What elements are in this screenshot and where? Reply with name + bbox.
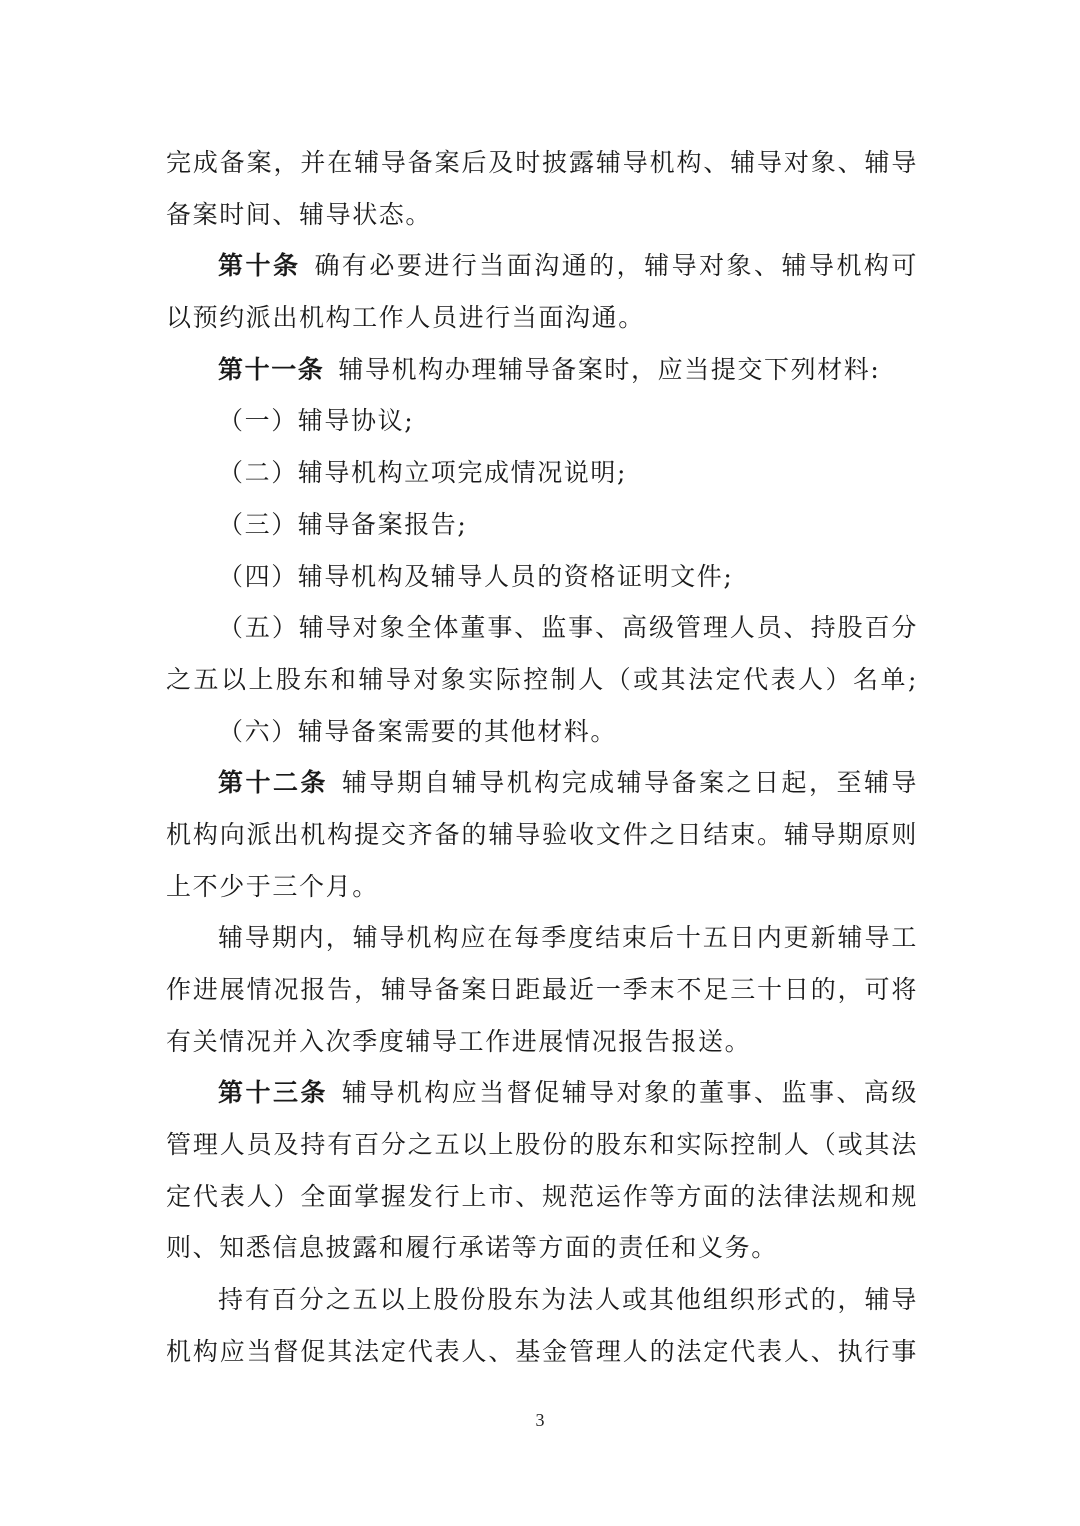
article-10-text: 确有必要进行当面沟通的，辅导对象、辅导机构可 bbox=[314, 251, 918, 281]
article-10-label: 第十条 bbox=[218, 251, 301, 281]
article-11-line bbox=[166, 344, 918, 396]
text-line: 机构应当督促其法定代表人、基金管理人的法定代表人、执行事 bbox=[166, 1336, 918, 1366]
text-line: 则、知悉信息披露和履行承诺等方面的责任和义务。 bbox=[166, 1233, 778, 1263]
text-line: 管理人员及持有百分之五以上股份的股东和实际控制人（或其法 bbox=[166, 1130, 918, 1160]
text-line: 作进展情况报告，辅导备案日距最近一季末不足三十日的，可将 bbox=[166, 975, 918, 1004]
text-line: 以预约派出机构工作人员进行当面沟通。 bbox=[166, 303, 645, 333]
text-line: 有关情况并入次季度辅导工作进展情况报告报送。 bbox=[166, 1026, 752, 1056]
article-13-text: 辅导机构应当督促辅导对象的董事、监事、高级 bbox=[341, 1078, 918, 1108]
text-line: 机构向派出机构提交齐备的辅导验收文件之日结束。辅导期原则 bbox=[166, 819, 918, 849]
article-11-text: 辅导机构办理辅导备案时，应当提交下列材料: bbox=[338, 354, 881, 384]
text-line: 完成备案，并在辅导备案后及时披露辅导机构、辅导对象、辅导 bbox=[166, 148, 918, 177]
text-line: 定代表人）全面掌握发行上市、规范运作等方面的法律法规和规 bbox=[166, 1181, 918, 1211]
article-11-label: 第十一条 bbox=[218, 354, 325, 384]
list-item-continuation: 之五以上股东和辅导对象实际控制人（或其法定代表人）名单; bbox=[166, 664, 918, 694]
list-item: （三）辅导备案报告; bbox=[218, 509, 468, 539]
list-item: （二）辅导机构立项完成情况说明; bbox=[218, 458, 628, 488]
text-line: 备案时间、辅导状态。 bbox=[166, 199, 433, 229]
text-line: 上不少于三个月。 bbox=[166, 871, 379, 901]
page-number: 3 bbox=[535, 1410, 545, 1430]
article-13-label: 第十三条 bbox=[218, 1078, 328, 1108]
document-body bbox=[166, 137, 918, 1378]
article-12-text: 辅导期自辅导机构完成辅导备案之日起，至辅导 bbox=[341, 768, 918, 798]
list-item: （五）辅导对象全体董事、监事、高级管理人员、持股百分 bbox=[218, 613, 918, 643]
article-13-line bbox=[166, 1067, 918, 1119]
list-item: （六）辅导备案需要的其他材料。 bbox=[218, 716, 618, 746]
article-10-line bbox=[166, 240, 918, 292]
article-12-label: 第十二条 bbox=[218, 768, 328, 798]
article-12-line bbox=[166, 757, 918, 809]
text-line: 辅导期内，辅导机构应在每季度结束后十五日内更新辅导工 bbox=[218, 923, 918, 953]
text-line: 持有百分之五以上股份股东为法人或其他组织形式的，辅导 bbox=[218, 1285, 918, 1315]
list-item: （四）辅导机构及辅导人员的资格证明文件; bbox=[218, 561, 734, 591]
list-item: （一）辅导协议; bbox=[218, 406, 415, 436]
